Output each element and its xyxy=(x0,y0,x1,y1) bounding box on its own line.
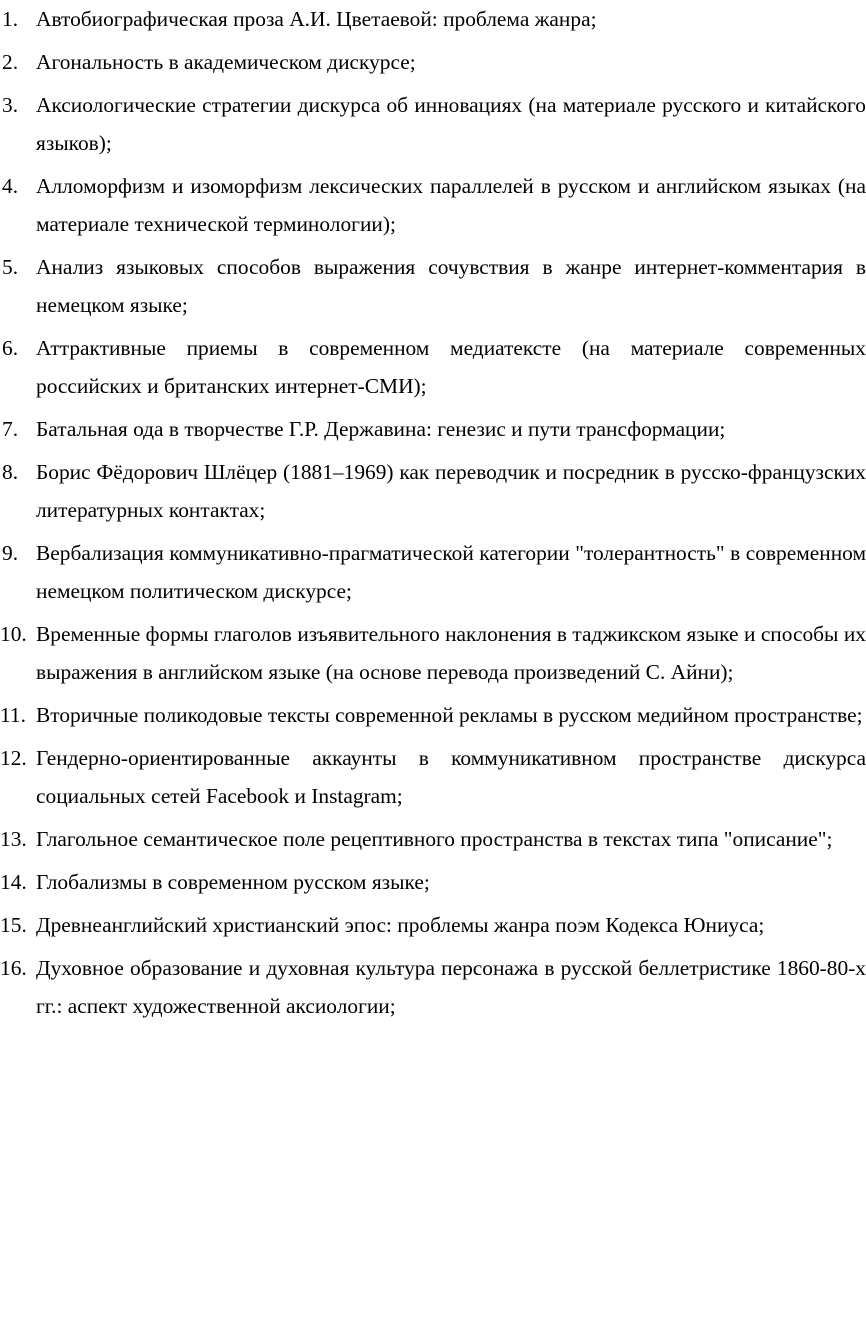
item-number: 10. xyxy=(0,622,27,646)
item-text: Глагольное семантическое поле рецептивного пространства в текстах типа "описание"; xyxy=(36,827,833,851)
list-item xyxy=(0,863,866,901)
list-item xyxy=(0,906,866,944)
item-number: 2. xyxy=(2,50,19,74)
item-text: Автобиографическая проза А.И. Цветаевой: проблема жанра; xyxy=(36,7,597,31)
item-text: Агональность в академическом дискурсе; xyxy=(36,50,416,74)
item-number: 3. xyxy=(2,93,19,117)
list-item xyxy=(0,534,866,610)
item-text: Духовное образование и духовная культура персонажа в русской беллетристике 1860-80-х гг.: аспект художественной аксиологии; xyxy=(36,956,866,1018)
item-number: 7. xyxy=(2,417,19,441)
list-item xyxy=(0,86,866,162)
list-item xyxy=(0,696,866,734)
item-number: 9. xyxy=(2,541,19,565)
item-text: Гендерно-ориентированные аккаунты в коммуникативном пространстве дискурса социальных сетей Facebook и Instagram; xyxy=(36,746,866,808)
item-number: 1. xyxy=(2,7,19,31)
list-item xyxy=(0,329,866,405)
item-number: 6. xyxy=(2,336,19,360)
item-text: Борис Фёдорович Шлёцер (1881–1969) как переводчик и посредник в русско-французских литературных контактах; xyxy=(36,460,866,522)
item-number: 16. xyxy=(0,956,27,980)
item-text: Временные формы глаголов изъявительного наклонения в таджикском языке и способы их выражения в английском языке (на основе перевода произведений С. Айни); xyxy=(36,622,866,684)
item-number: 12. xyxy=(0,746,27,770)
list-item xyxy=(0,248,866,324)
item-number: 11. xyxy=(0,703,26,727)
item-number: 5. xyxy=(2,255,19,279)
list-item xyxy=(0,739,866,815)
list-item xyxy=(0,43,866,81)
list-item xyxy=(0,410,866,448)
item-text: Вторичные поликодовые тексты современной рекламы в русском медийном пространстве; xyxy=(36,703,863,727)
list-item xyxy=(0,820,866,858)
item-number: 13. xyxy=(0,827,27,851)
list-item xyxy=(0,167,866,243)
item-text: Древнеанглийский христианский эпос: проблемы жанра поэм Кодекса Юниуса; xyxy=(36,913,765,937)
item-number: 14. xyxy=(0,870,27,894)
list-item xyxy=(0,453,866,529)
list-item xyxy=(0,0,866,38)
item-text: Аттрактивные приемы в современном медиатексте (на материале современных российских и британских интернет-СМИ); xyxy=(36,336,866,398)
item-text: Вербализация коммуникативно-прагматической категории "толерантность" в современном немецком политическом дискурсе; xyxy=(36,541,866,603)
item-text: Алломорфизм и изоморфизм лексических параллелей в русском и английском языках (на материале технической терминологии); xyxy=(36,174,866,236)
list-item xyxy=(0,949,866,1025)
list-item xyxy=(0,615,866,691)
item-text: Глобализмы в современном русском языке; xyxy=(36,870,430,894)
item-number: 8. xyxy=(2,460,19,484)
item-text: Анализ языковых способов выражения сочувствия в жанре интернет-комментария в немецком языке; xyxy=(36,255,866,317)
item-number: 15. xyxy=(0,913,27,937)
item-text: Батальная ода в творчестве Г.Р. Державина: генезис и пути трансформации; xyxy=(36,417,726,441)
item-number: 4. xyxy=(2,174,19,198)
item-text: Аксиологические стратегии дискурса об инновациях (на материале русского и китайского языков); xyxy=(36,93,866,155)
